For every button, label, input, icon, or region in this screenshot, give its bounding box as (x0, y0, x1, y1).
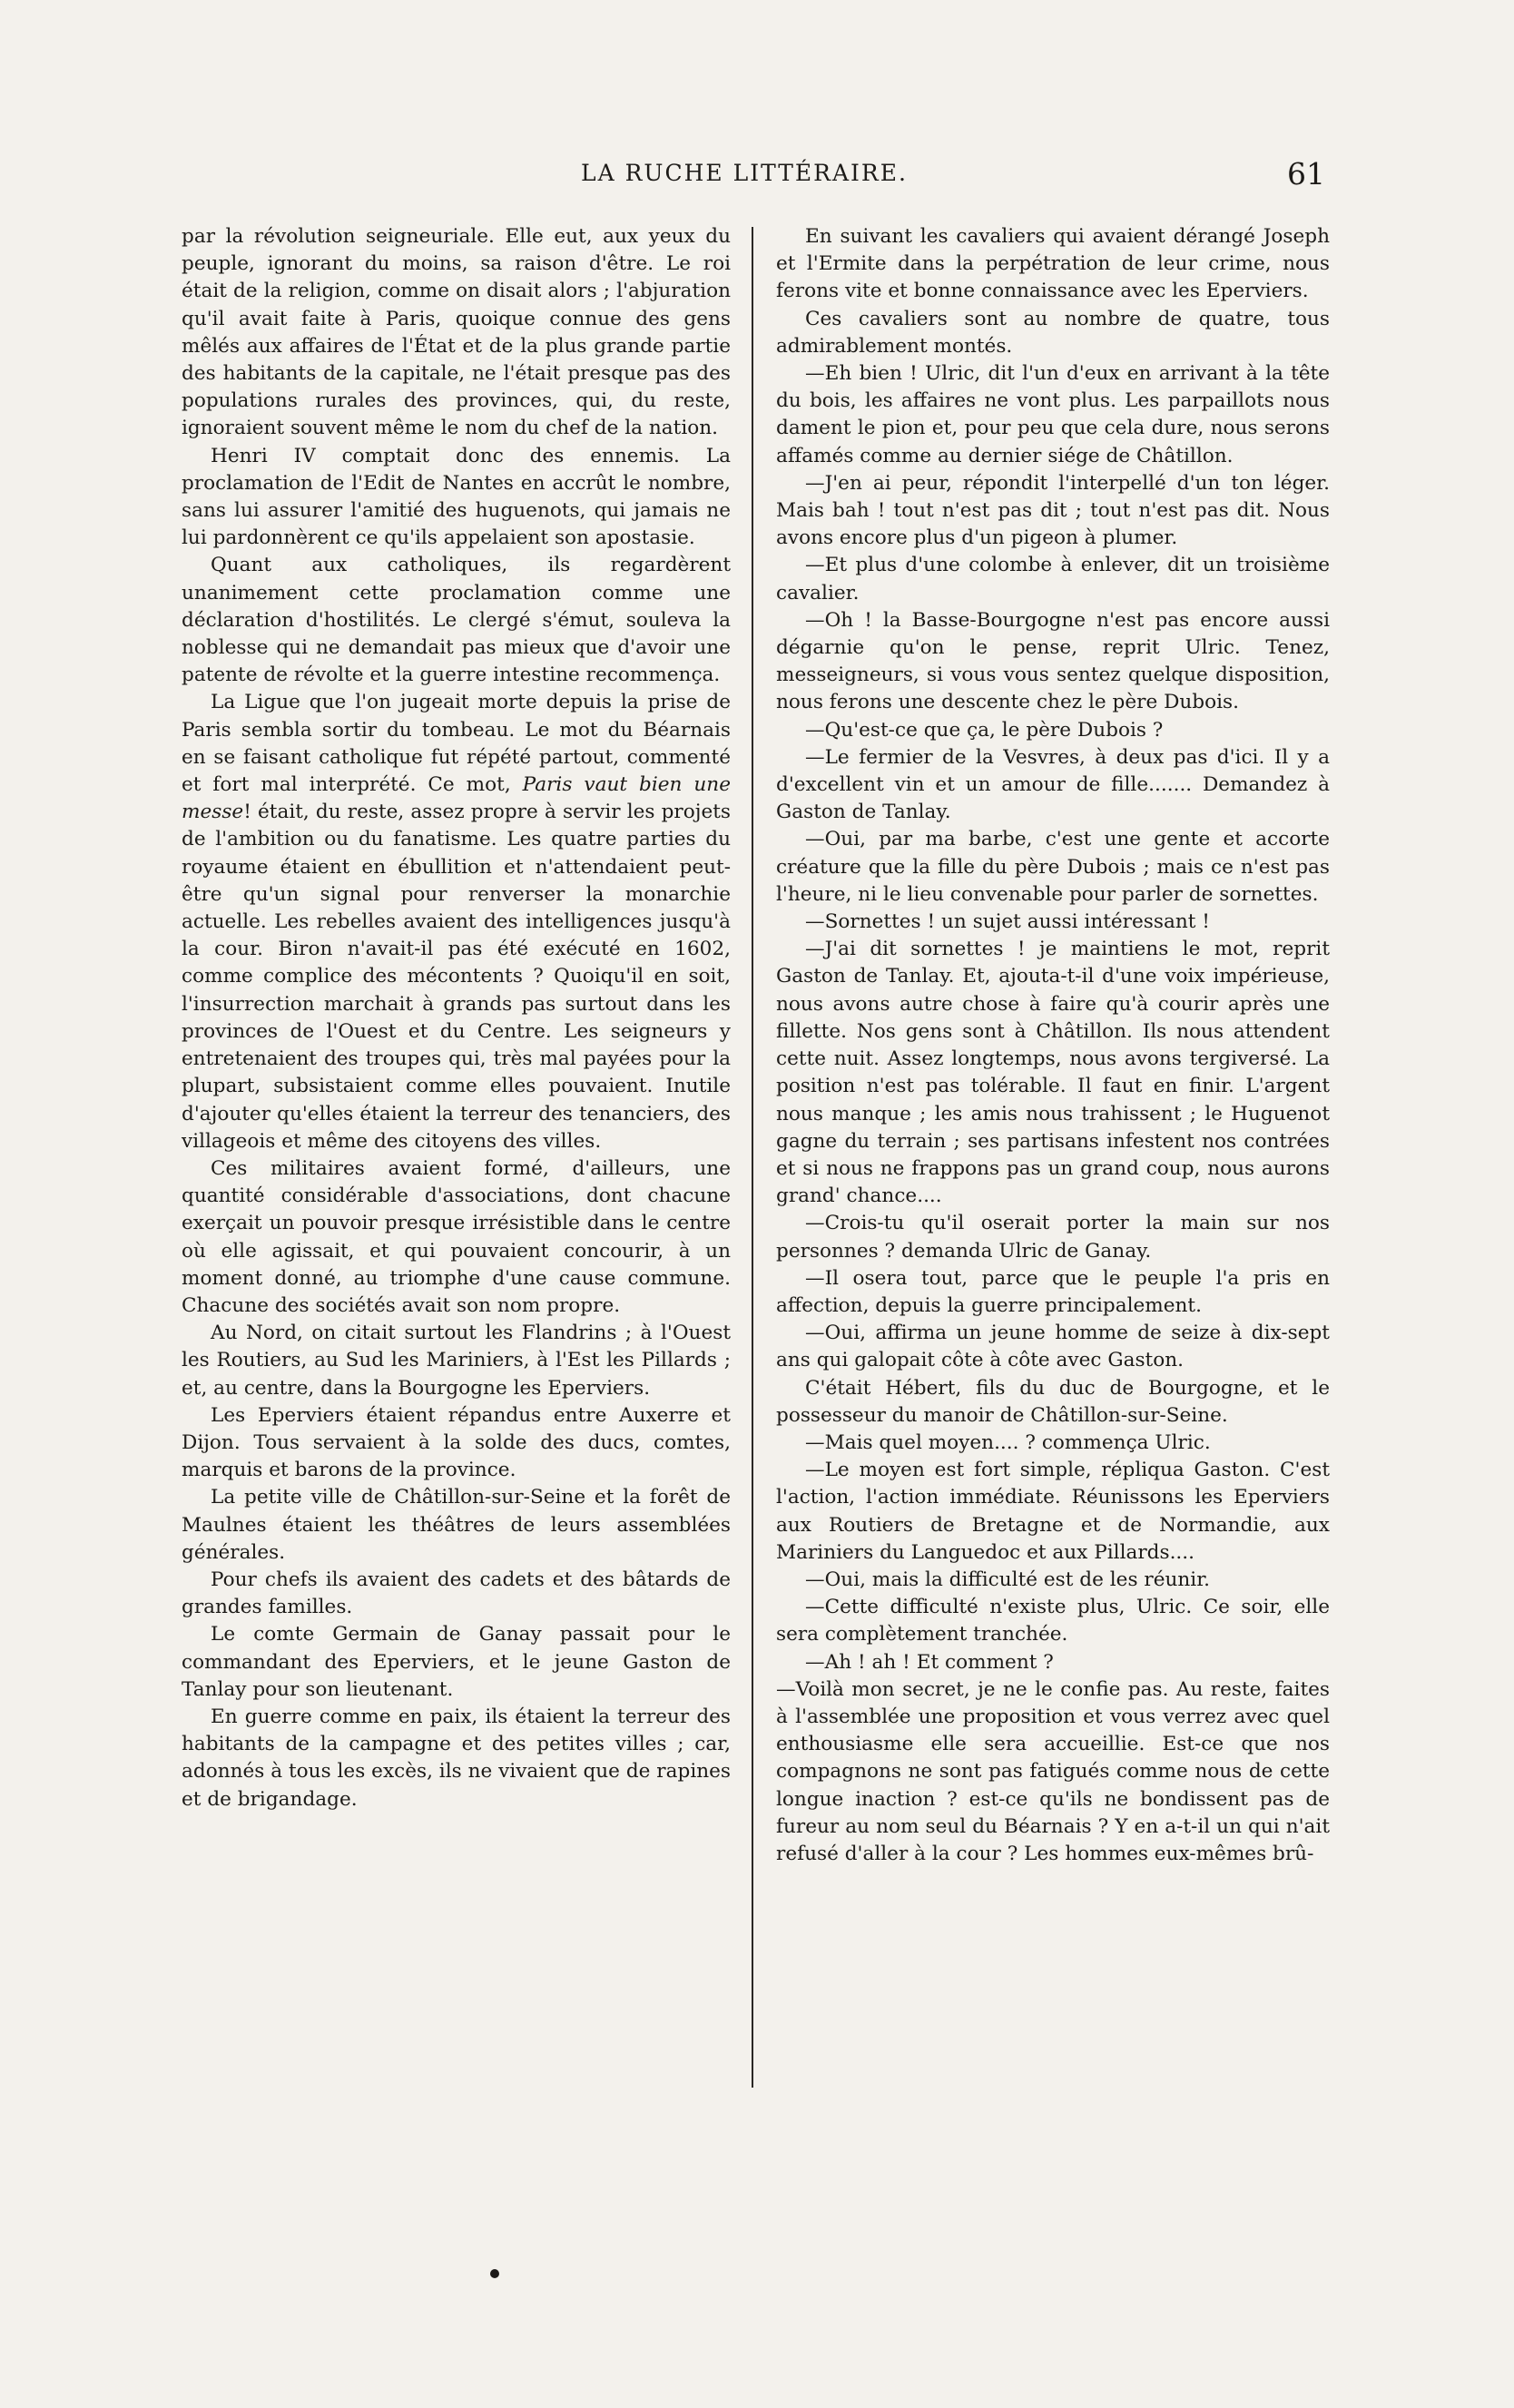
right-column (776, 223, 1330, 1868)
paragraph: C'était Hébert, fils du duc de Bourgogne, et le possesseur du manoir de Châtillon-sur-Seine. (776, 1376, 1330, 1427)
paragraph: Pour chefs ils avaient des cadets et des bâtards de grandes familles. (182, 1568, 731, 1619)
paragraph: En guerre comme en paix, ils étaient la terreur des habitants de la campagne et des petites villes ; car, adonnés à tous les excès, ils ne vivaient que de rapines et de brigandage. (182, 1705, 731, 1811)
paragraph: —Oui, par ma barbe, c'est une gente et accorte créature que la fille du père Dubois ; mais ce n'est pas l'heure, ni le lieu convenable pour parler de sornettes. (776, 828, 1330, 906)
paragraph: —Voilà mon secret, je ne le confie pas. Au reste, faites à l'assemblée une proposition et vous verrez avec quel enthousiasme elle sera accueillie. Est-ce que nos compagnons ne sont pas fatigués comme nous de cette longue inaction ? est-ce qu'ils ne bondissent pas de fureur au nom seul du Béarnais ? Y en a-t-il un qui n'ait refusé d'aller à la cour ? Les hommes eux-mêmes brû- (776, 1677, 1330, 1865)
column-divider (752, 227, 753, 2088)
italic-quote: Paris vaut bien une messe (182, 773, 731, 824)
ink-dot (490, 2269, 499, 2278)
paragraph (182, 689, 731, 1155)
left-column (182, 223, 731, 1813)
paragraph: —Eh bien ! Ulric, dit l'un d'eux en arrivant à la tête du bois, les affaires ne vont plus. Les parpaillots nous dament le pion et, pour peu que cela dure, nous serons affamés comme au dernier siége de Châtillon. (776, 362, 1330, 467)
paragraph: par la révolution seigneuriale. Elle eut, aux yeux du peuple, ignorant du moins, sa raison d'être. Le roi était de la religion, comme on disait alors ; l'abjuration qu'il avait faite à Paris, quoique connue des gens mêlés aux affaires de l'État et de la plus grande partie des habitants de la capitale, ne l'était presque pas des populations rurales des provinces, qui, du reste, ignoraient souvent même le nom du chef de la nation. (182, 225, 731, 440)
paragraph: —Cette difficulté n'existe plus, Ulric. Ce soir, elle sera complètement tranchée. (776, 1596, 1330, 1646)
paragraph: —J'ai dit sornettes ! je maintiens le mot, reprit Gaston de Tanlay. Et, ajouta-t-il d'une voix impérieuse, nous avons autre chose à faire qu'à courir après une fillette. Nos gens sont à Châtillon. Ils nous attendent cette nuit. Assez longtemps, nous avons tergiversé. La position n'est pas tolérable. Il faut en finir. L'argent nous manque ; les amis nous trahissent ; le Huguenot gagne du terrain ; ses partisans infestent nos contrées et si nous ne frappons pas un grand coup, nous aurons grand' chance.... (776, 938, 1330, 1208)
paragraph: —Crois-tu qu'il oserait porter la main sur nos personnes ? demanda Ulric de Ganay. (776, 1212, 1330, 1263)
paragraph: Quant aux catholiques, ils regardèrent unanimement cette proclamation comme une déclaration d'hostilités. Le clergé s'émut, souleva la noblesse qui ne demandait pas mieux que d'avoir une patente de révolte et la guerre intestine recommença. (182, 554, 731, 687)
paragraph: —Mais quel moyen.... ? commença Ulric. (805, 1430, 1211, 1454)
paragraph: —Il osera tout, parce que le peuple l'a pris en affection, depuis la guerre principalement. (776, 1266, 1330, 1317)
paragraph: —Oh ! la Basse-Bourgogne n'est pas encore aussi dégarnie qu'on le pense, reprit Ulric. Tenez, messeigneurs, si vous vous sentez quelque disposition, nous ferons une descente chez le père Dubois. (776, 608, 1330, 714)
paragraph: —Oui, affirma un jeune homme de seize à dix-sept ans qui galopait côte à côte avec Gaston. (776, 1322, 1330, 1372)
paragraph: —Sornettes ! un sujet aussi intéressant ! (805, 910, 1210, 934)
paragraph: —Le fermier de la Vesvres, à deux pas d'ici. Il y a d'excellent vin et un amour de fille....... Demandez à Gaston de Tanlay. (776, 745, 1330, 824)
paragraph-text: ! était, du reste, assez propre à servir les projets de l'ambition ou du fanatisme. Les quatre parties du royaume étaient en ébullition et n'attendaient peut-être qu'un signal pour renverser la monarchie actuelle. Les rebelles avaient des intelligences jusqu'à la cour. Biron n'avait-il pas été exécuté en 1602, comme complice des mécontents ? Quoiqu'il en soit, l'insurrection marchait à grands pas surtout dans les provinces de l'Ouest et du Centre. Les seigneurs y entretenaient des troupes qui, très mal payées pour la plupart, subsistaient comme elles pouvaient. Inutile d'ajouter qu'elles étaient la terreur des tenanciers, des villageois et même des citoyens des villes. (182, 801, 731, 1153)
paragraph: La petite ville de Châtillon-sur-Seine et la forêt de Maulnes étaient les théâtres de leurs assemblées générales. (182, 1486, 731, 1564)
paragraph: Ces cavaliers sont au nombre de quatre, tous admirablement montés. (776, 307, 1330, 358)
page-number: 61 (1287, 156, 1325, 192)
paragraph: Les Eperviers étaient répandus entre Auxerre et Dijon. Tous servaient à la solde des ducs, comtes, marquis et barons de la province. (182, 1403, 731, 1482)
paragraph: En suivant les cavaliers qui avaient dérangé Joseph et l'Ermite dans la perpétration de leur crime, nous ferons vite et bonne connaissance avec les Eperviers. (776, 225, 1330, 303)
paragraph: —Le moyen est fort simple, répliqua Gaston. C'est l'action, l'action immédiate. Réunissons les Eperviers aux Routiers de Bretagne et de Normandie, aux Mariniers du Languedoc et aux Pillards.... (776, 1459, 1330, 1564)
paragraph: —Oui, mais la difficulté est de les réunir. (805, 1568, 1211, 1591)
paragraph: Le comte Germain de Ganay passait pour le commandant des Eperviers, et le jeune Gaston de Tanlay pour son lieutenant. (182, 1623, 731, 1701)
running-title: LA RUCHE LITTÉRAIRE. (581, 160, 908, 186)
paragraph: —Qu'est-ce que ça, le père Dubois ? (805, 718, 1164, 742)
paragraph: Au Nord, on citait surtout les Flandrins ; à l'Ouest les Routiers, au Sud les Mariniers, à l'Est les Pillards ; et, au centre, dans la Bourgogne les Eperviers. (182, 1322, 731, 1400)
paragraph-text: La Ligue que l'on jugeait morte depuis la prise de Paris sembla sortir du tombeau. Le mot du Béarnais en se faisant catholique fut répété partout, commenté et fort mal interprété. Ce mot, (182, 691, 731, 797)
paragraph: —J'en ai peur, répondit l'interpellé d'un ton léger. Mais bah ! tout n'est pas dit ; tout n'est pas dit. Nous avons encore plus d'un pigeon à plumer. (776, 471, 1330, 550)
paragraph: Ces militaires avaient formé, d'ailleurs, une quantité considérable d'associations, dont chacune exerçait un pouvoir presque irrésistible dans le centre où elle agissait, et qui pouvaient concourir, à un moment donné, au triomphe d'une cause commune. Chacune des sociétés avait son nom propre. (182, 1156, 731, 1317)
paragraph: —Et plus d'une colombe à enlever, dit un troisième cavalier. (776, 554, 1330, 604)
paragraph: —Ah ! ah ! Et comment ? (805, 1650, 1054, 1674)
paragraph: Henri IV comptait donc des ennemis. La proclamation de l'Edit de Nantes en accrût le nombre, sans lui assurer l'amitié des huguenots, qui jamais ne lui pardonnèrent ce qu'ils appelaient son apostasie. (182, 444, 731, 550)
